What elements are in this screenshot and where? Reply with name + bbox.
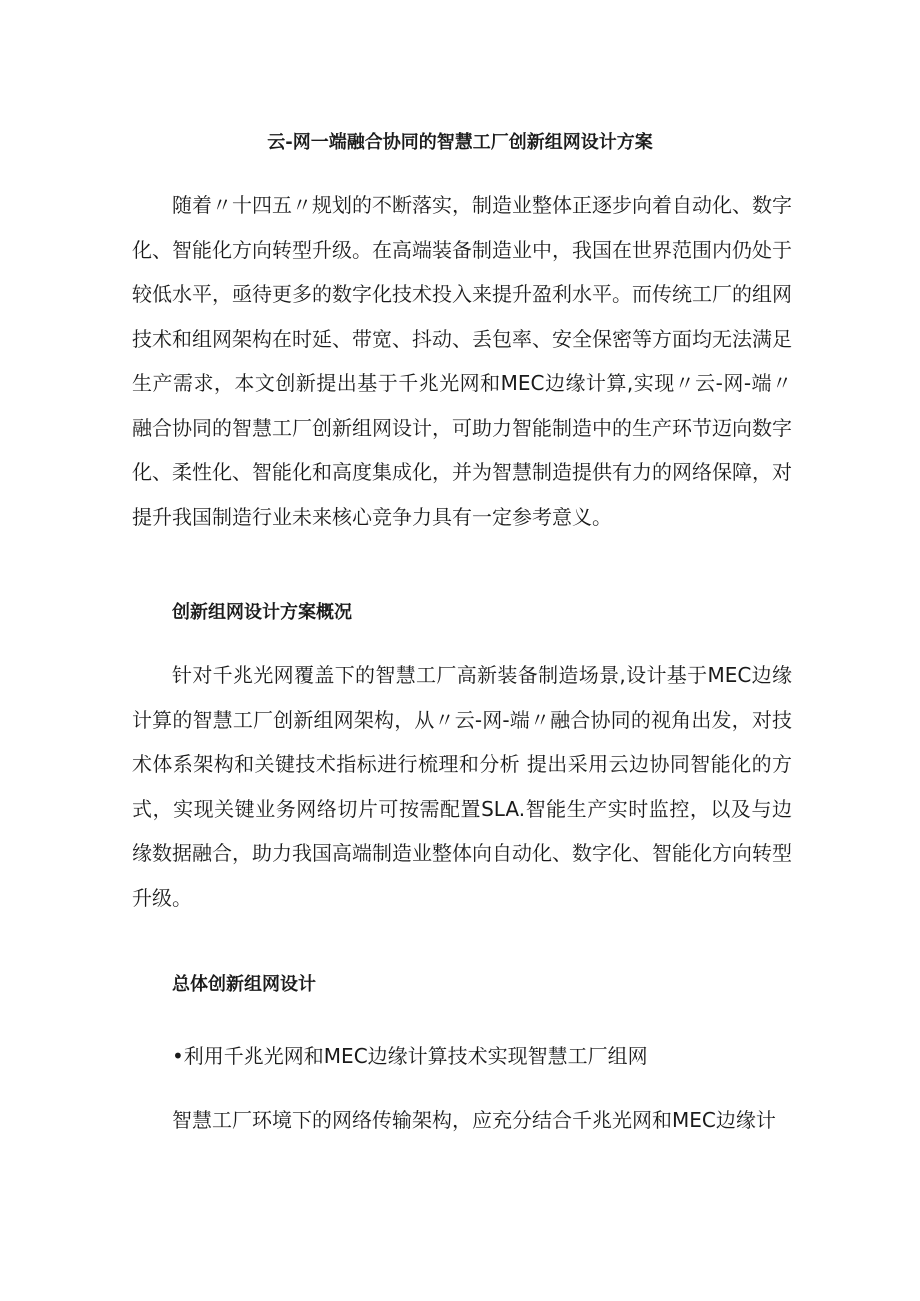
bullet-item: •利用千兆光网和MEC边缘计算技术实现智慧工厂组网 — [172, 1044, 648, 1068]
design-paragraph: 智慧工厂环境下的网络传输架构，应充分结合千兆光网和MEC边缘计 — [172, 1108, 776, 1132]
section-heading-overview: 创新组网设计方案概况 — [172, 602, 352, 623]
section-heading-design: 总体创新组网设计 — [172, 974, 316, 995]
document-title: 云-网一端融合协同的智慧工厂创新组网设计方案 — [267, 132, 653, 153]
overview-paragraph: 针对千兆光网覆盖下的智慧工厂高新装备制造场景,设计基于MEC边缘计算的智慧工厂创新组网架构，从〃云-网-端〃融合协同的视角出发，对技术体系架构和关键技术指标进行梳理和分析 提出采用云边协同智能化的方式，实现关键业务网络切片可按需配置SLA.智能生产实时监控，以及与边缘数据融合，助力我国高端制造业整体向自动化、数字化、智能化方向转型升级。 — [132, 663, 792, 910]
intro-paragraph: 随着〃十四五〃规划的不断落实，制造业整体正逐步向着自动化、数字化、智能化方向转型升级。在高端装备制造业中，我国在世界范围内仍处于较低水平，亟待更多的数字化技术投入来提升盈利水平。而传统工厂的组网技术和组网架构在时延、带宽、抖动、丢包率、安全保密等方面均无法满足生产需求，本文创新提出基于千兆光网和MEC边缘计算,实现〃云-网-端〃融合协同的智慧工厂创新组网设计，可助力智能制造中的生产环节迈向数字化、柔性化、智能化和高度集成化，并为智慧制造提供有力的网络保障，对提升我国制造行业未来核心竞争力具有一定参考意义。 — [132, 193, 792, 529]
